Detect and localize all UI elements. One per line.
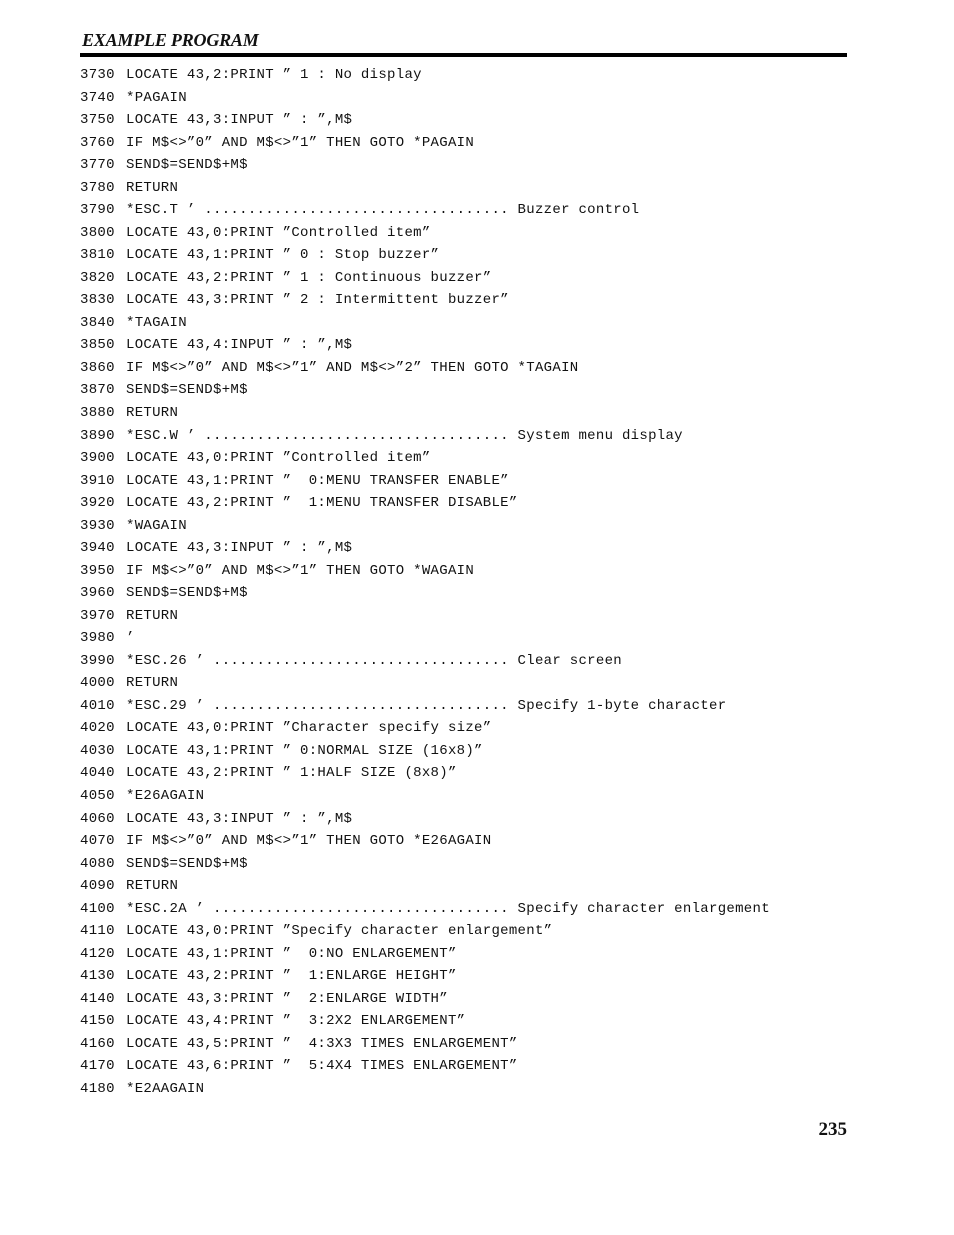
line-number: 4150 <box>80 1013 115 1030</box>
code-line <box>80 988 770 1011</box>
line-code: LOCATE 43,2:PRINT ” 1 : No display <box>126 67 422 83</box>
code-line <box>80 740 770 763</box>
line-code: SEND$=SEND$+M$ <box>126 157 248 174</box>
code-line <box>80 560 770 583</box>
line-code: SEND$=SEND$+M$ <box>126 585 248 602</box>
line-code: LOCATE 43,0:PRINT ”Controlled item” <box>126 224 431 241</box>
line-number: 3730 <box>80 67 115 83</box>
line-code: *ESC.W ’ ................................... System menu display <box>126 427 683 444</box>
line-number: 4050 <box>80 788 115 804</box>
line-code: *E26AGAIN <box>126 788 205 804</box>
line-number: 4080 <box>80 855 115 872</box>
line-number: 3760 <box>80 134 115 151</box>
code-line <box>80 717 770 740</box>
code-line <box>80 334 770 357</box>
line-number: 4120 <box>80 945 115 962</box>
line-code: LOCATE 43,1:PRINT ” 0:MENU TRANSFER ENABLE” <box>126 472 509 489</box>
line-number: 4070 <box>80 833 115 850</box>
code-line <box>80 447 770 470</box>
line-code: SEND$=SEND$+M$ <box>126 855 248 872</box>
line-code: *ESC.29 ’ .................................. Specify 1-byte character <box>126 697 727 714</box>
line-number: 4180 <box>80 1080 115 1097</box>
line-code: IF M$<>”0” AND M$<>”1” THEN GOTO *E26AGAIN <box>126 833 492 850</box>
code-line <box>80 222 770 245</box>
code-line <box>80 154 770 177</box>
line-number: 4060 <box>80 810 115 827</box>
code-line <box>80 830 770 853</box>
line-code: *ESC.26 ’ .................................. Clear screen <box>126 652 622 669</box>
line-number: 4090 <box>80 878 115 895</box>
code-line <box>80 965 770 988</box>
code-line <box>80 537 770 560</box>
code-line <box>80 425 770 448</box>
page-number: 235 <box>818 1119 847 1140</box>
code-line <box>80 244 770 267</box>
line-number: 4040 <box>80 765 115 782</box>
code-line <box>80 379 770 402</box>
line-code: LOCATE 43,4:PRINT ” 3:2X2 ENLARGEMENT” <box>126 1013 466 1030</box>
line-code: RETURN <box>126 179 179 196</box>
line-code: IF M$<>”0” AND M$<>”1” AND M$<>”2” THEN GOTO *TAGAIN <box>126 359 579 376</box>
line-code: LOCATE 43,5:PRINT ” 4:3X3 TIMES ENLARGEMENT” <box>126 1035 518 1052</box>
line-number: 3770 <box>80 157 115 174</box>
code-line <box>80 605 770 628</box>
code-line <box>80 1033 770 1056</box>
code-line <box>80 762 770 785</box>
header-rule <box>80 53 847 57</box>
line-number: 4010 <box>80 697 115 714</box>
code-line <box>80 1010 770 1033</box>
line-code: RETURN <box>126 404 179 421</box>
code-line <box>80 289 770 312</box>
code-line <box>80 943 770 966</box>
line-number: 4160 <box>80 1035 115 1052</box>
line-code: LOCATE 43,3:INPUT ” : ”,M$ <box>126 540 353 557</box>
line-code: LOCATE 43,1:PRINT ” 0:NORMAL SIZE (16x8)” <box>126 742 483 759</box>
line-code: LOCATE 43,6:PRINT ” 5:4X4 TIMES ENLARGEMENT” <box>126 1058 518 1075</box>
line-number: 4140 <box>80 990 115 1007</box>
line-code: LOCATE 43,2:PRINT ” 1 : Continuous buzzer” <box>126 269 492 286</box>
line-code: LOCATE 43,1:PRINT ” 0 : Stop buzzer” <box>126 247 440 264</box>
code-line <box>80 898 770 921</box>
line-code: IF M$<>”0” AND M$<>”1” THEN GOTO *PAGAIN <box>126 134 475 151</box>
line-code: LOCATE 43,0:PRINT ”Specify character enlargement” <box>126 923 553 940</box>
line-code: ’ <box>126 630 135 647</box>
program-listing <box>80 64 770 1100</box>
line-code: LOCATE 43,3:INPUT ” : ”,M$ <box>126 810 353 827</box>
line-code: *ESC.2A ’ .................................. Specify character enlargement <box>126 900 770 917</box>
line-code: LOCATE 43,0:PRINT ”Character specify size” <box>126 720 492 737</box>
code-line <box>80 402 770 425</box>
line-code: RETURN <box>126 607 179 624</box>
code-line <box>80 785 770 808</box>
line-code: *TAGAIN <box>126 314 187 331</box>
line-code: LOCATE 43,0:PRINT ”Controlled item” <box>126 450 431 467</box>
line-number: 3870 <box>80 382 115 399</box>
line-code: LOCATE 43,3:PRINT ” 2:ENLARGE WIDTH” <box>126 990 448 1007</box>
line-number: 3780 <box>80 179 115 196</box>
code-line <box>80 357 770 380</box>
code-line <box>80 312 770 335</box>
line-number: 3810 <box>80 247 115 264</box>
code-line <box>80 87 770 110</box>
code-line <box>80 177 770 200</box>
code-line <box>80 492 770 515</box>
code-line <box>80 1078 770 1101</box>
line-code: *WAGAIN <box>126 517 187 534</box>
line-number: 3990 <box>80 652 115 669</box>
line-code: LOCATE 43,1:PRINT ” 0:NO ENLARGEMENT” <box>126 945 457 962</box>
line-code: *E2AAGAIN <box>126 1080 205 1097</box>
line-code: *PAGAIN <box>126 89 187 106</box>
line-number: 3960 <box>80 585 115 602</box>
line-code: LOCATE 43,2:PRINT ” 1:MENU TRANSFER DISABLE” <box>126 495 518 512</box>
line-number: 4000 <box>80 675 115 692</box>
code-line <box>80 470 770 493</box>
line-code: LOCATE 43,2:PRINT ” 1:ENLARGE HEIGHT” <box>126 968 457 985</box>
line-code: SEND$=SEND$+M$ <box>126 382 248 399</box>
code-line <box>80 853 770 876</box>
line-code: RETURN <box>126 675 179 692</box>
line-number: 4030 <box>80 742 115 759</box>
code-line <box>80 267 770 290</box>
line-number: 3900 <box>80 450 115 467</box>
line-code: LOCATE 43,2:PRINT ” 1:HALF SIZE (8x8)” <box>126 765 457 782</box>
code-line <box>80 875 770 898</box>
code-line <box>80 515 770 538</box>
line-number: 4130 <box>80 968 115 985</box>
code-line <box>80 808 770 831</box>
line-number: 3890 <box>80 427 115 444</box>
line-number: 4100 <box>80 900 115 917</box>
line-number: 3980 <box>80 630 115 647</box>
line-number: 3850 <box>80 337 115 354</box>
line-code: LOCATE 43,3:PRINT ” 2 : Intermittent buzzer” <box>126 292 509 309</box>
code-line <box>80 109 770 132</box>
line-code: IF M$<>”0” AND M$<>”1” THEN GOTO *WAGAIN <box>126 562 475 579</box>
code-line <box>80 132 770 155</box>
line-number: 3880 <box>80 404 115 421</box>
line-number: 4110 <box>80 923 115 940</box>
code-line <box>80 64 770 87</box>
line-number: 3830 <box>80 292 115 309</box>
line-number: 3790 <box>80 202 115 219</box>
line-number: 3800 <box>80 224 115 241</box>
code-line <box>80 627 770 650</box>
line-number: 3970 <box>80 607 115 624</box>
line-number: 3860 <box>80 359 115 376</box>
line-number: 3940 <box>80 540 115 557</box>
code-line <box>80 650 770 673</box>
code-line <box>80 920 770 943</box>
line-number: 3840 <box>80 314 115 331</box>
line-code: *ESC.T ’ ................................... Buzzer control <box>126 202 640 219</box>
line-number: 3750 <box>80 112 115 129</box>
line-number: 4020 <box>80 720 115 737</box>
line-number: 4170 <box>80 1058 115 1075</box>
line-number: 3910 <box>80 472 115 489</box>
line-number: 3920 <box>80 495 115 512</box>
code-line <box>80 199 770 222</box>
code-line <box>80 672 770 695</box>
line-code: LOCATE 43,4:INPUT ” : ”,M$ <box>126 337 353 354</box>
line-code: RETURN <box>126 878 179 895</box>
line-number: 3740 <box>80 89 115 106</box>
code-line <box>80 1055 770 1078</box>
code-line <box>80 582 770 605</box>
code-line <box>80 695 770 718</box>
line-number: 3950 <box>80 562 115 579</box>
line-number: 3930 <box>80 517 115 534</box>
line-number: 3820 <box>80 269 115 286</box>
running-header-title: EXAMPLE PROGRAM <box>82 30 259 50</box>
line-code: LOCATE 43,3:INPUT ” : ”,M$ <box>126 112 353 129</box>
